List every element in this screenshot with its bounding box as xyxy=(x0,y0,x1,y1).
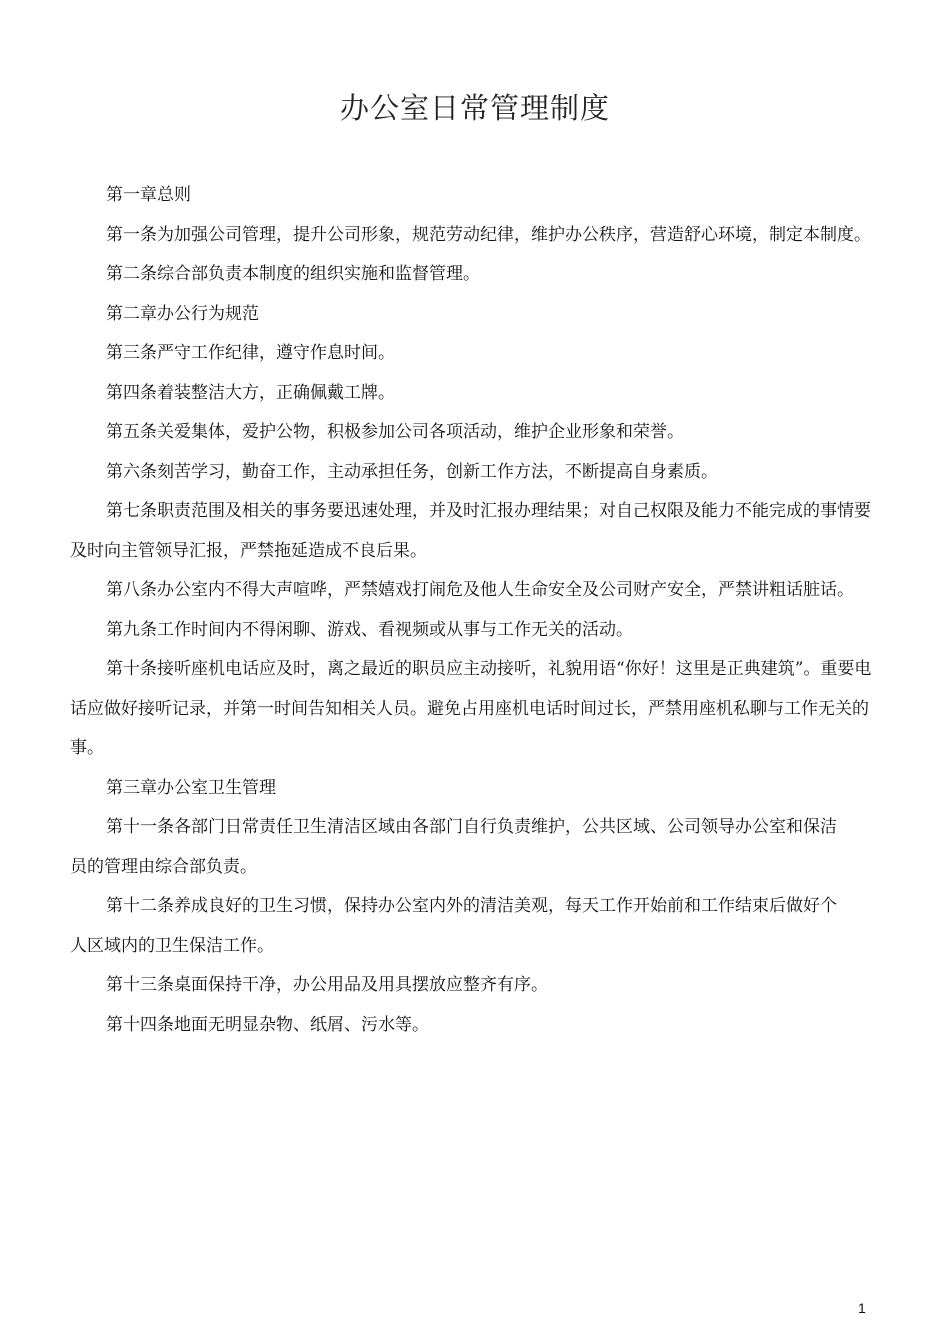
article-paragraph: 第九条工作时间内不得闲聊、游戏、看视频或从事与工作无关的活动。 xyxy=(106,619,633,640)
page-number: 1 xyxy=(858,1300,866,1316)
article-paragraph: 第十条接听座机电话应及时，离之最近的职员应主动接听，礼貌用语“你好！这里是正典建筑”。重要电话应做好接听记录，并第一时间告知相关人员。避免占用座机电话时间过长，严禁用座机私聊与工作无关的事。 xyxy=(70,659,872,758)
article-paragraph: 第十一条各部门日常责任卫生清洁区域由各部门自行负责维护，公共区域、公司领导办公室和保洁员的管理由综合部负责。 xyxy=(70,817,837,877)
article-paragraph: 第八条办公室内不得大声喧哗，严禁嬉戏打闹危及他人生命安全及公司财产安全，严禁讲粗话脏话。 xyxy=(106,580,854,600)
article-paragraph: 第十二条养成良好的卫生习惯，保持办公室内外的清洁美观，每天工作开始前和工作结束后做好个人区域内的卫生保洁工作。 xyxy=(70,896,837,956)
article-paragraph: 第三条严守工作纪律，遵守作息时间。 xyxy=(106,343,395,363)
document-title: 办公室日常管理制度 xyxy=(339,91,610,125)
article-paragraph: 第二条综合部负责本制度的组织实施和监督管理。 xyxy=(106,264,480,284)
article-paragraph: 第十四条地面无明显杂物、纸屑、污水等。 xyxy=(106,1014,429,1035)
article-paragraph: 第一条为加强公司管理，提升公司形象，规范劳动纪律，维护办公秩序，营造舒心环境，制定本制度。 xyxy=(106,224,871,245)
chapter-heading: 第一章总则 xyxy=(106,185,191,205)
chapter-heading: 第二章办公行为规范 xyxy=(106,303,259,324)
chapter-heading: 第三章办公室卫生管理 xyxy=(106,777,276,798)
article-paragraph: 第十三条桌面保持干净，办公用品及用具摆放应整齐有序。 xyxy=(106,975,548,995)
article-paragraph: 第六条刻苦学习，勤奋工作，主动承担任务，创新工作方法，不断提高自身素质。 xyxy=(106,461,718,482)
article-paragraph: 第四条着装整洁大方，正确佩戴工牌。 xyxy=(106,382,395,403)
document-body xyxy=(70,176,882,1045)
article-paragraph: 第七条职责范围及相关的事务要迅速处理，并及时汇报办理结果；对自己权限及能力不能完成的事情要及时向主管领导汇报，严禁拖延造成不良后果。 xyxy=(70,501,871,561)
article-paragraph: 第五条关爱集体，爱护公物，积极参加公司各项活动，维护企业形象和荣誉。 xyxy=(106,422,684,442)
